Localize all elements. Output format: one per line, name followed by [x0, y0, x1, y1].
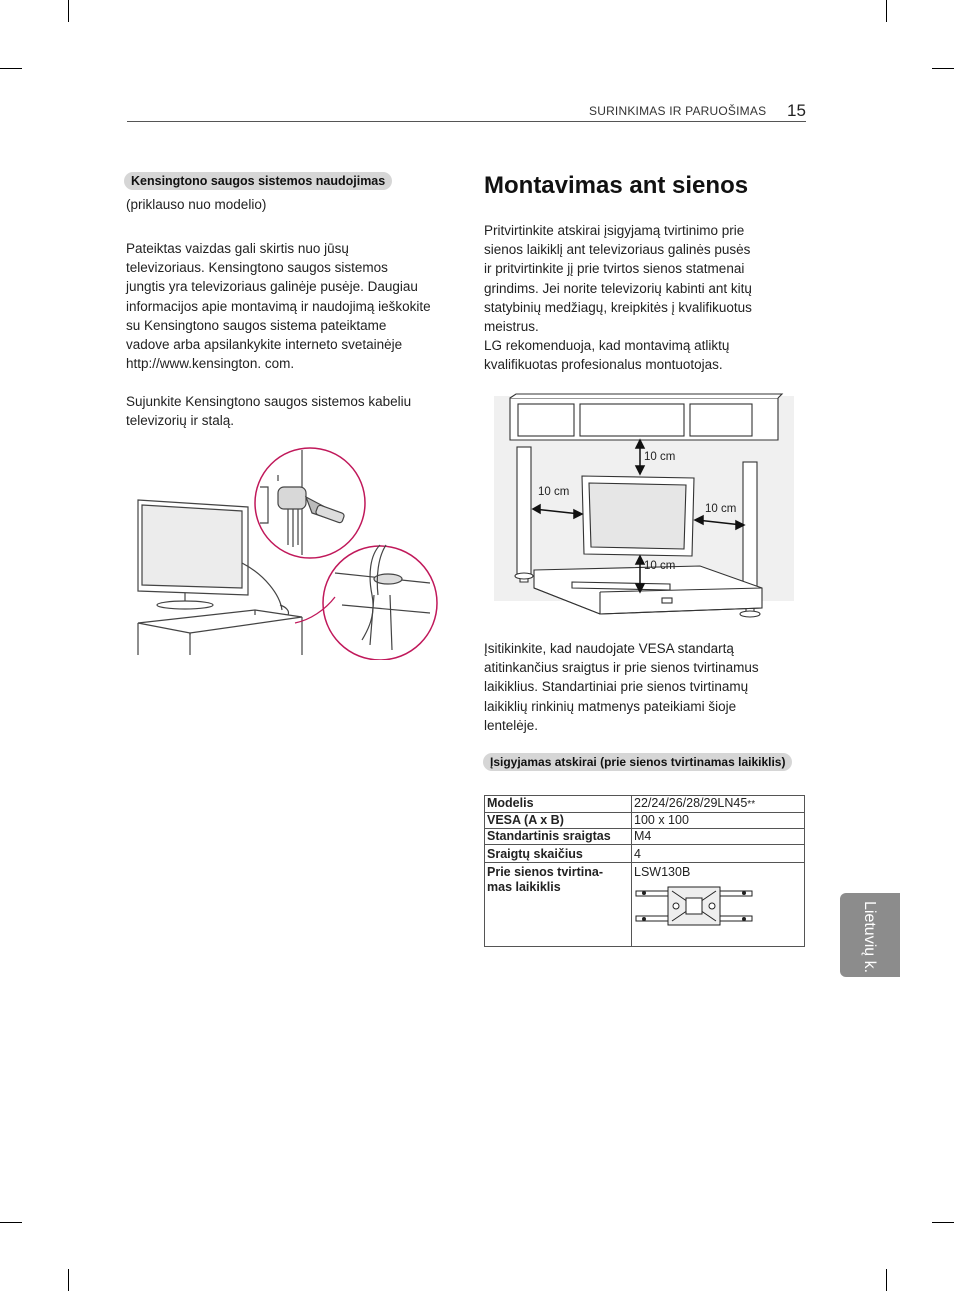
wall-mount-paragraph-1 — [484, 221, 804, 375]
crop-mark — [0, 1222, 22, 1223]
table-value: 4 — [632, 845, 805, 863]
text-line: vadove arba apsilankykite interneto svetainėje — [126, 337, 403, 353]
crop-mark — [68, 0, 69, 22]
table-row — [485, 796, 805, 813]
kensington-note: (priklauso nuo modelio) — [126, 197, 267, 212]
crop-mark — [932, 1222, 954, 1223]
text-line: LG rekomenduoja, kad montavimą atliktų — [484, 338, 730, 354]
model-suffix: ** — [747, 799, 756, 810]
bracket-model: LSW130B — [634, 865, 691, 879]
wall-bracket-image — [634, 883, 754, 931]
kensington-paragraph-2 — [126, 392, 461, 430]
crop-mark — [0, 68, 22, 69]
text-line: statybinių medžiagų, kreipkitės į kvalifikuotus — [484, 299, 752, 315]
clearance-top-label: 10 cm — [644, 451, 676, 463]
text-line: atitinkančius sraigtus ir prie sienos tvirtinamus — [484, 660, 759, 676]
page-title: Montavimas ant sienos — [484, 172, 749, 199]
bracket-label-line: mas laikiklis — [487, 880, 561, 894]
table-value: 100 x 100 — [632, 813, 805, 829]
header-rule — [127, 121, 806, 122]
text-line: ir pritvirtinkite jį prie tvirtos sienos statmenai — [484, 261, 745, 277]
crop-mark — [886, 0, 887, 22]
table-key: Modelis — [485, 796, 632, 813]
wall-clearance-diagram — [490, 392, 796, 622]
model-value: 22/24/26/28/29LN45 — [634, 796, 748, 810]
clearance-bottom-label: 10 cm — [644, 560, 676, 572]
text-line: Sujunkite Kensingtono saugos sistemos kabeliu — [126, 394, 412, 409]
text-line: laikiklius. Standartiniai prie sienos tvirtinamų — [484, 679, 749, 695]
crop-mark — [68, 1269, 69, 1291]
text-line: Įsitikinkite, kad naudojate VESA standartą — [484, 641, 734, 656]
table-key — [485, 863, 632, 947]
table-key: Sraigtų skaičius — [485, 845, 632, 863]
spec-table — [484, 795, 805, 947]
wall-mount-paragraph-2 — [484, 639, 804, 735]
table-row — [485, 813, 805, 829]
section-title: SURINKIMAS IR PARUOŠIMAS — [589, 104, 767, 118]
text-line: lentelėje. — [484, 717, 539, 733]
clearance-right-label: 10 cm — [705, 503, 737, 515]
text-line: Pritvirtinkite atskirai įsigyjamą tvirtinimo prie — [484, 223, 745, 238]
text-line: kvalifikuotas profesionalus montuotojas. — [484, 357, 723, 373]
page-number: 15 — [787, 101, 806, 120]
text-line: grindims. Jei norite televizorių kabinti ant kitų — [484, 280, 752, 296]
text-line: Pateiktas vaizdas gali skirtis nuo jūsų — [126, 241, 349, 256]
table-row — [485, 829, 805, 845]
table-key: Standartinis sraigtas — [485, 829, 632, 845]
table-key: VESA (A x B) — [485, 813, 632, 829]
language-tab — [840, 893, 900, 977]
table-row — [485, 863, 805, 947]
text-line: http://www.kensington. com. — [126, 356, 295, 372]
table-value: M4 — [632, 829, 805, 845]
crop-mark — [886, 1269, 887, 1291]
text-line: sienos laikiklį ant televizoriaus galinės pusės — [484, 242, 751, 258]
clearance-left-label: 10 cm — [538, 486, 570, 498]
table-row — [485, 845, 805, 863]
table-heading-wrap — [483, 753, 792, 771]
text-line: su Kensingtono saugos sistema pateiktame — [126, 317, 387, 333]
table-value — [632, 863, 805, 947]
crop-mark — [932, 68, 954, 69]
language-tab-label: Lietuvių k. — [861, 901, 878, 974]
text-line: meistrus. — [484, 319, 539, 335]
kensington-paragraph-1 — [126, 239, 461, 373]
kensington-heading-wrap — [124, 172, 392, 190]
kensington-heading: Kensingtono saugos sistemos naudojimas — [124, 172, 392, 190]
text-line: laikiklių rinkinių matmenys pateikiami šioje — [484, 698, 737, 714]
text-line: jungtis yra televizoriaus galinėje pusėje. Daugiau — [126, 279, 418, 295]
bracket-label-line: Prie sienos tvirtina- — [487, 865, 604, 879]
table-value — [632, 796, 805, 813]
kensington-illustration — [130, 445, 442, 660]
text-line: televizoriaus. Kensingtono saugos sistemos — [126, 260, 388, 276]
text-line: informacijos apie montavimą ir naudojimą ieškokite — [126, 298, 431, 314]
text-line: televizorių ir stalą. — [126, 413, 235, 429]
table-heading: Įsigyjamas atskirai (prie sienos tvirtinamas laikiklis) — [483, 753, 792, 771]
